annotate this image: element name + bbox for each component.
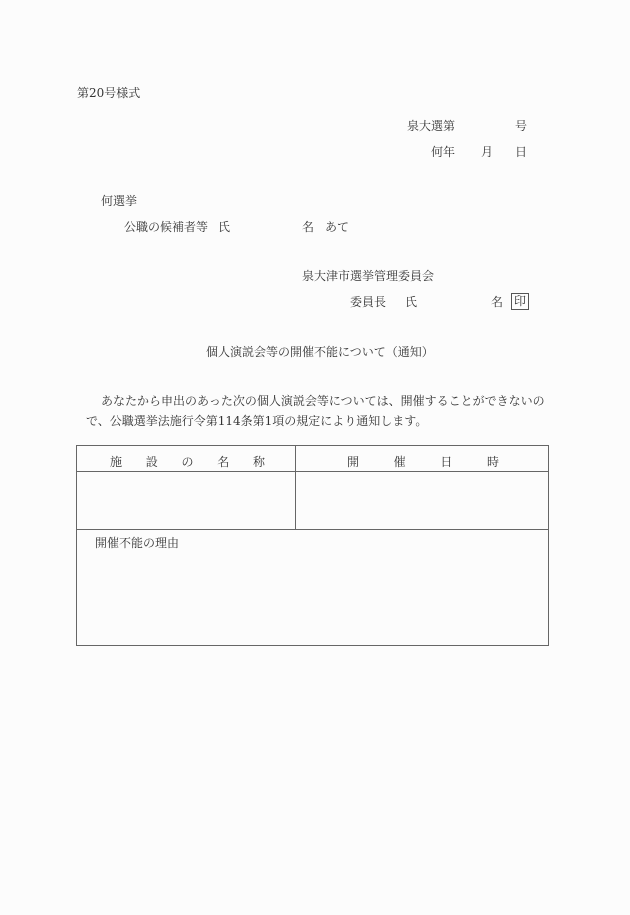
header-divider — [77, 471, 548, 472]
facility-name-field[interactable] — [81, 476, 291, 524]
column-divider — [295, 446, 296, 529]
datetime-header: 開 催 日 時 — [347, 455, 499, 469]
seal-icon: 印 — [511, 293, 529, 310]
sender-name-label: 名 — [491, 295, 504, 309]
datetime-field[interactable] — [300, 476, 545, 524]
date-year: 何年 — [431, 145, 456, 159]
sender-surname-label: 氏 — [405, 295, 418, 309]
candidate-name-label: 名 — [302, 220, 315, 234]
reference-prefix: 泉大選第 — [407, 119, 456, 133]
document-subject: 個人演説会等の開催不能について（通知） — [206, 345, 434, 359]
sender-organization: 泉大津市選挙管理委員会 — [302, 269, 435, 283]
body-line-2: で、公職選挙法施行令第114条第1項の規定により通知します。 — [86, 414, 428, 428]
notice-table — [76, 445, 549, 646]
date-month: 月 — [481, 145, 494, 159]
form-number: 第20号様式 — [77, 86, 141, 100]
date-day: 日 — [515, 145, 528, 159]
row-divider — [77, 529, 548, 530]
reason-label: 開催不能の理由 — [95, 536, 180, 550]
addressee-suffix: あて — [325, 220, 350, 234]
candidate-label: 公職の候補者等 — [124, 220, 209, 234]
facility-name-header: 施 設 の 名 称 — [110, 455, 265, 469]
election-name: 何選挙 — [101, 194, 138, 208]
body-line-1: あなたから申出のあった次の個人演説会等については、開催することができないの — [101, 394, 545, 408]
reference-suffix: 号 — [515, 119, 528, 133]
sender-title: 委員長 — [350, 295, 387, 309]
reason-field[interactable] — [81, 556, 544, 642]
candidate-surname-label: 氏 — [218, 220, 231, 234]
seal-mark — [511, 293, 529, 310]
